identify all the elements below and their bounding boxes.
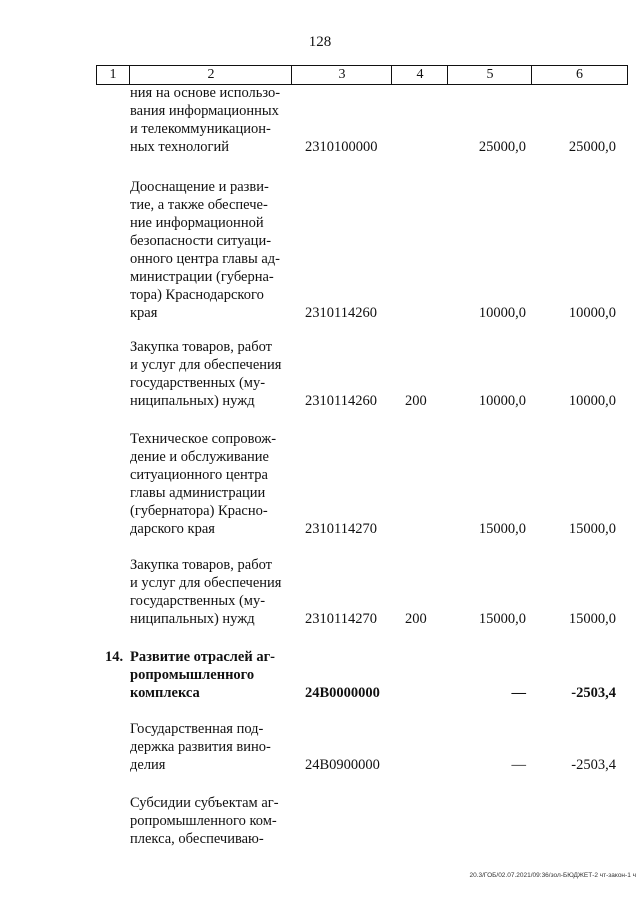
row-value-6: 10000,0 bbox=[568, 393, 616, 409]
row-value-5: 10000,0 bbox=[478, 393, 526, 409]
header-col-3: 3 bbox=[291, 66, 392, 84]
section-description: Развитие отраслей аг- ропромышленного комплекса bbox=[130, 649, 275, 701]
header-col-4: 4 bbox=[391, 66, 448, 84]
footer-text: 20.3/ГОБ/02.07.2021/09:36/зол-БЮДЖЕТ-2 чт-закон-1 ч bbox=[469, 872, 636, 879]
table-header-row bbox=[96, 65, 628, 85]
row-description: Закупка товаров, работ и услуг для обеспечения государственных (му- ниципальных) нужд bbox=[130, 557, 282, 627]
row-description: Субсидии субъектам аг- ропромышленного ком- плекса, обеспечиваю- bbox=[130, 795, 279, 847]
row-value-6: 10000,0 bbox=[568, 305, 616, 321]
row-description: Закупка товаров, работ и услуг для обеспечения государственных (му- ниципальных) нужд bbox=[130, 339, 282, 409]
row-code: 2310114270 bbox=[305, 611, 377, 627]
row-value-5: 15000,0 bbox=[478, 611, 526, 627]
row-code: 2310114270 bbox=[305, 521, 377, 537]
row-code: 2310114260 bbox=[305, 305, 377, 321]
row-value-5: 15000,0 bbox=[478, 521, 526, 537]
row-value-6: -2503,4 bbox=[571, 685, 616, 701]
row-description: Государственная под- держка развития вино- делия bbox=[130, 721, 271, 773]
row-value-5: — bbox=[511, 685, 526, 701]
row-value-4: 200 bbox=[405, 393, 427, 409]
section-number: 14. bbox=[105, 649, 124, 665]
header-col-5: 5 bbox=[447, 66, 532, 84]
row-value-5: 10000,0 bbox=[478, 305, 526, 321]
row-value-5: 25000,0 bbox=[478, 139, 526, 155]
row-code: 24В0900000 bbox=[305, 757, 380, 773]
row-value-6: 25000,0 bbox=[568, 139, 616, 155]
row-code: 2310100000 bbox=[305, 139, 378, 155]
row-code: 24В0000000 bbox=[305, 685, 380, 701]
row-value-6: 15000,0 bbox=[568, 611, 616, 627]
row-description: Техническое сопровож- дение и обслуживание ситуационного центра главы администрации (губернатора) Красно- дарского края bbox=[130, 431, 277, 537]
header-col-1: 1 bbox=[109, 67, 117, 82]
header-col-6: 6 bbox=[531, 66, 627, 84]
page-number: 128 bbox=[308, 34, 332, 50]
row-code: 2310114260 bbox=[305, 393, 377, 409]
row-value-5: — bbox=[511, 757, 526, 773]
row-value-4: 200 bbox=[405, 611, 427, 627]
row-value-6: -2503,4 bbox=[571, 757, 616, 773]
header-col-2: 2 bbox=[129, 66, 292, 84]
row-description: Дооснащение и разви- тие, а также обеспече- ние информационной безопасности ситуаци- онного центра главы ад- министрации (губерна- тора) Краснодарского края bbox=[130, 179, 280, 321]
row-description: ния на основе использо- вания информационных и телекоммуникацион- ных технологий bbox=[130, 85, 281, 155]
row-value-6: 15000,0 bbox=[568, 521, 616, 537]
